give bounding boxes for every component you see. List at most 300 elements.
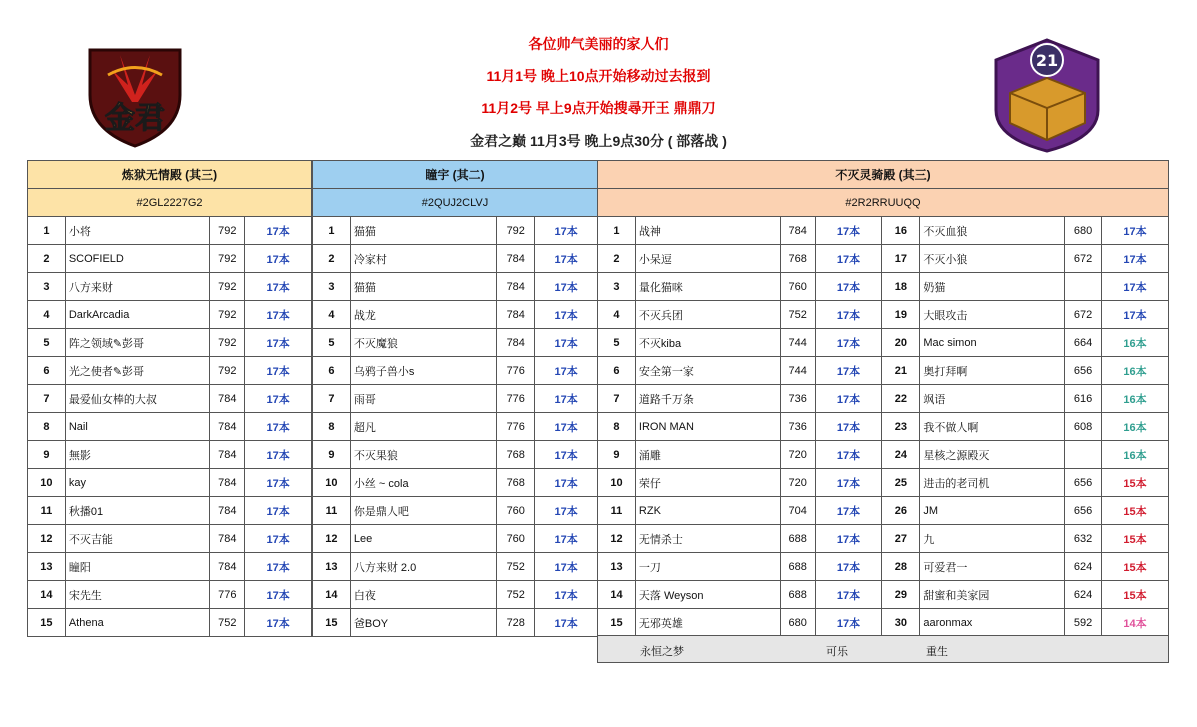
- member-name: Mac simon: [920, 329, 1065, 357]
- member-score: 656: [1065, 357, 1102, 385]
- member-score: 784: [210, 497, 245, 525]
- member-row: [598, 609, 1169, 637]
- member-rank: 10: [313, 469, 351, 497]
- member-row: [598, 469, 1169, 497]
- member-name: 无邪英雄: [635, 609, 780, 637]
- member-townhall: 17本: [815, 329, 882, 357]
- member-name: 小丝 ~ cola: [350, 469, 496, 497]
- member-townhall: 17本: [245, 525, 312, 553]
- member-score: 760: [497, 525, 535, 553]
- member-score: 656: [1065, 497, 1102, 525]
- member-townhall: 17本: [815, 497, 882, 525]
- member-score: 784: [780, 217, 815, 245]
- member-name: 道路千万条: [635, 385, 780, 413]
- member-townhall: 15本: [1102, 469, 1169, 497]
- member-rank: 21: [882, 357, 920, 385]
- member-score: 632: [1065, 525, 1102, 553]
- clan-table-3: [597, 160, 1169, 637]
- member-rank: 1: [598, 217, 636, 245]
- member-name: 冷家村: [350, 245, 496, 273]
- member-townhall: 17本: [245, 273, 312, 301]
- member-row: [28, 581, 312, 609]
- member-townhall: 17本: [1102, 273, 1169, 301]
- member-name: 一刀: [635, 553, 780, 581]
- member-score: 688: [780, 553, 815, 581]
- member-name: 九: [920, 525, 1065, 553]
- member-score: 704: [780, 497, 815, 525]
- member-rank: 13: [313, 553, 351, 581]
- member-row: [28, 469, 312, 497]
- member-rank: 15: [28, 609, 66, 637]
- member-name: 不灭小狼: [920, 245, 1065, 273]
- member-score: 792: [210, 357, 245, 385]
- clan-title: 炼狱无情殿 (其三): [28, 161, 312, 189]
- member-score: 680: [1065, 217, 1102, 245]
- member-row: [313, 245, 598, 273]
- member-townhall: 17本: [535, 469, 598, 497]
- member-rank: 6: [28, 357, 66, 385]
- member-score: 760: [780, 273, 815, 301]
- member-score: 776: [497, 357, 535, 385]
- member-row: [313, 273, 598, 301]
- member-rank: 2: [28, 245, 66, 273]
- member-score: 688: [780, 525, 815, 553]
- member-name: JM: [920, 497, 1065, 525]
- member-townhall: 17本: [535, 413, 598, 441]
- member-name: aaronmax: [920, 609, 1065, 637]
- member-rank: 9: [313, 441, 351, 469]
- member-townhall: 17本: [245, 385, 312, 413]
- member-score: 720: [780, 469, 815, 497]
- reserve-member-3: 重生: [926, 646, 948, 658]
- member-score: 608: [1065, 413, 1102, 441]
- member-score: 768: [497, 469, 535, 497]
- member-name: DarkArcadia: [65, 301, 210, 329]
- member-name: 小将: [65, 217, 210, 245]
- member-name: 無影: [65, 441, 210, 469]
- member-name: 不灭kiba: [635, 329, 780, 357]
- member-score: 760: [497, 497, 535, 525]
- member-townhall: 17本: [815, 525, 882, 553]
- member-townhall: 17本: [245, 553, 312, 581]
- member-score: 776: [497, 413, 535, 441]
- member-row: [598, 245, 1169, 273]
- member-rank: 9: [598, 441, 636, 469]
- member-townhall: 17本: [815, 581, 882, 609]
- member-townhall: 17本: [245, 413, 312, 441]
- member-score: 784: [210, 385, 245, 413]
- member-row: [313, 525, 598, 553]
- member-rank: 11: [598, 497, 636, 525]
- member-row: [598, 273, 1169, 301]
- member-rank: 17: [882, 245, 920, 273]
- member-rank: 28: [882, 553, 920, 581]
- member-row: [313, 497, 598, 525]
- member-row: [598, 217, 1169, 245]
- member-row: [313, 441, 598, 469]
- member-score: 752: [780, 301, 815, 329]
- member-rank: 6: [313, 357, 351, 385]
- member-townhall: 15本: [1102, 553, 1169, 581]
- member-score: 728: [497, 609, 535, 637]
- member-townhall: 17本: [815, 469, 882, 497]
- reserve-member-2: 可乐: [826, 646, 848, 658]
- clan-tag: #2R2RRUUQQ: [598, 189, 1169, 217]
- member-score: 664: [1065, 329, 1102, 357]
- member-townhall: 15本: [1102, 525, 1169, 553]
- member-name: 光之使者✎彭哥: [65, 357, 210, 385]
- member-name: 战神: [635, 217, 780, 245]
- member-name: 小呆逗: [635, 245, 780, 273]
- member-rank: 8: [313, 413, 351, 441]
- member-row: [28, 301, 312, 329]
- member-townhall: 16本: [1102, 329, 1169, 357]
- member-townhall: 17本: [815, 609, 882, 637]
- member-rank: 23: [882, 413, 920, 441]
- member-score: 616: [1065, 385, 1102, 413]
- member-townhall: 17本: [245, 581, 312, 609]
- clan-table-1: [27, 160, 312, 637]
- member-rank: 13: [598, 553, 636, 581]
- member-rank: 15: [598, 609, 636, 637]
- member-name: 甜蜜和美家园: [920, 581, 1065, 609]
- member-rank: 24: [882, 441, 920, 469]
- member-rank: 15: [313, 609, 351, 637]
- member-rank: 22: [882, 385, 920, 413]
- member-rank: 7: [313, 385, 351, 413]
- member-name: RZK: [635, 497, 780, 525]
- member-rank: 7: [28, 385, 66, 413]
- member-townhall: 16本: [1102, 441, 1169, 469]
- member-townhall: 17本: [1102, 245, 1169, 273]
- member-row: [598, 497, 1169, 525]
- member-rank: 13: [28, 553, 66, 581]
- member-row: [313, 581, 598, 609]
- member-row: [313, 385, 598, 413]
- member-score: 624: [1065, 581, 1102, 609]
- member-row: [598, 385, 1169, 413]
- member-townhall: 17本: [245, 217, 312, 245]
- member-name: 爸BOY: [350, 609, 496, 637]
- member-row: [598, 413, 1169, 441]
- member-townhall: 17本: [815, 553, 882, 581]
- member-score: 656: [1065, 469, 1102, 497]
- member-row: [598, 441, 1169, 469]
- member-townhall: 17本: [815, 217, 882, 245]
- member-name: 不灭吉能: [65, 525, 210, 553]
- member-score: 792: [210, 301, 245, 329]
- member-townhall: 17本: [535, 497, 598, 525]
- member-name: 猫猫: [350, 217, 496, 245]
- member-name: 进击的老司机: [920, 469, 1065, 497]
- member-rank: 18: [882, 273, 920, 301]
- member-townhall: 17本: [535, 301, 598, 329]
- member-townhall: 15本: [1102, 497, 1169, 525]
- member-townhall: 17本: [815, 385, 882, 413]
- member-score: 680: [780, 609, 815, 637]
- member-rank: 5: [28, 329, 66, 357]
- member-row: [28, 497, 312, 525]
- member-name: 不灭血狼: [920, 217, 1065, 245]
- clan-tag: #2QUJ2CLVJ: [313, 189, 598, 217]
- member-rank: 12: [28, 525, 66, 553]
- member-townhall: 14本: [1102, 609, 1169, 637]
- member-townhall: 17本: [535, 581, 598, 609]
- clan-title: 瞳宇 (其二): [313, 161, 598, 189]
- member-rank: 25: [882, 469, 920, 497]
- member-row: [28, 525, 312, 553]
- member-rank: 7: [598, 385, 636, 413]
- member-rank: 10: [598, 469, 636, 497]
- member-score: 784: [210, 441, 245, 469]
- member-score: 792: [210, 245, 245, 273]
- member-row: [598, 581, 1169, 609]
- member-row: [598, 357, 1169, 385]
- member-name: 大眼攻击: [920, 301, 1065, 329]
- member-rank: 4: [28, 301, 66, 329]
- member-row: [28, 385, 312, 413]
- member-score: 752: [210, 609, 245, 637]
- member-townhall: 17本: [815, 273, 882, 301]
- member-name: 雨哥: [350, 385, 496, 413]
- member-townhall: 17本: [245, 609, 312, 637]
- member-row: [313, 357, 598, 385]
- clan-table-2: [312, 160, 598, 637]
- member-name: 天落 Weyson: [635, 581, 780, 609]
- reserve-member-1: 永恒之梦: [640, 646, 684, 658]
- reserve-row: [597, 635, 1169, 663]
- member-row: [313, 301, 598, 329]
- member-score: 776: [497, 385, 535, 413]
- member-name: 不灭兵团: [635, 301, 780, 329]
- member-rank: 5: [313, 329, 351, 357]
- member-townhall: 17本: [535, 217, 598, 245]
- member-rank: 27: [882, 525, 920, 553]
- member-name: 量化猫咪: [635, 273, 780, 301]
- member-score: 792: [210, 273, 245, 301]
- member-row: [28, 217, 312, 245]
- member-score: 784: [210, 525, 245, 553]
- member-rank: 1: [28, 217, 66, 245]
- member-name: 飒语: [920, 385, 1065, 413]
- member-score: 592: [1065, 609, 1102, 637]
- member-rank: 19: [882, 301, 920, 329]
- member-row: [313, 217, 598, 245]
- member-name: 最爱仙女棒的大叔: [65, 385, 210, 413]
- member-rank: 3: [28, 273, 66, 301]
- member-score: 792: [210, 329, 245, 357]
- member-row: [28, 245, 312, 273]
- member-rank: 11: [313, 497, 351, 525]
- member-name: 无情杀士: [635, 525, 780, 553]
- member-townhall: 17本: [1102, 301, 1169, 329]
- member-score: 720: [780, 441, 815, 469]
- member-townhall: 16本: [1102, 357, 1169, 385]
- member-name: 安全第一家: [635, 357, 780, 385]
- member-score: 672: [1065, 245, 1102, 273]
- member-score: 752: [497, 581, 535, 609]
- member-score: 784: [497, 301, 535, 329]
- notice-line-4: 金君之巅 11月3号 晚上9点30分 ( 部落战 ): [470, 133, 727, 149]
- member-townhall: 17本: [815, 301, 882, 329]
- member-name: 奥打拜啊: [920, 357, 1065, 385]
- member-score: 752: [497, 553, 535, 581]
- member-score: 744: [780, 357, 815, 385]
- member-score: 776: [210, 581, 245, 609]
- member-name: 可爱君一: [920, 553, 1065, 581]
- member-name: 奶猫: [920, 273, 1065, 301]
- member-row: [28, 273, 312, 301]
- member-name: 八方来财: [65, 273, 210, 301]
- member-name: 荣仔: [635, 469, 780, 497]
- member-rank: 8: [598, 413, 636, 441]
- member-name: 不灭魔狼: [350, 329, 496, 357]
- member-townhall: 17本: [535, 525, 598, 553]
- member-rank: 6: [598, 357, 636, 385]
- clan-tag: #2GL2227G2: [28, 189, 312, 217]
- member-score: [1065, 273, 1102, 301]
- member-name: Nail: [65, 413, 210, 441]
- member-score: 784: [497, 329, 535, 357]
- member-score: 744: [780, 329, 815, 357]
- member-score: 672: [1065, 301, 1102, 329]
- member-row: [598, 553, 1169, 581]
- member-name: 我不做人啊: [920, 413, 1065, 441]
- member-row: [313, 413, 598, 441]
- member-row: [28, 553, 312, 581]
- notice-line-1: 各位帅气美丽的家人们: [528, 36, 669, 52]
- member-townhall: 17本: [535, 441, 598, 469]
- member-rank: 12: [313, 525, 351, 553]
- member-name: IRON MAN: [635, 413, 780, 441]
- member-row: [313, 609, 598, 637]
- member-name: 乌鸦子兽小s: [350, 357, 496, 385]
- member-name: 战龙: [350, 301, 496, 329]
- member-rank: 11: [28, 497, 66, 525]
- member-name: 超凡: [350, 413, 496, 441]
- member-rank: 14: [28, 581, 66, 609]
- member-rank: 3: [313, 273, 351, 301]
- member-townhall: 17本: [245, 497, 312, 525]
- member-rank: 20: [882, 329, 920, 357]
- member-townhall: 17本: [815, 245, 882, 273]
- member-townhall: 17本: [815, 357, 882, 385]
- member-row: [28, 329, 312, 357]
- member-rank: 3: [598, 273, 636, 301]
- member-row: [598, 329, 1169, 357]
- member-townhall: 17本: [535, 385, 598, 413]
- member-name: kay: [65, 469, 210, 497]
- member-townhall: 16本: [1102, 385, 1169, 413]
- member-score: 792: [210, 217, 245, 245]
- member-score: 736: [780, 385, 815, 413]
- member-name: 猫猫: [350, 273, 496, 301]
- member-score: 736: [780, 413, 815, 441]
- member-rank: 30: [882, 609, 920, 637]
- member-rank: 2: [598, 245, 636, 273]
- member-name: Lee: [350, 525, 496, 553]
- member-row: [28, 357, 312, 385]
- member-townhall: 17本: [815, 441, 882, 469]
- member-name: 你是鼎人吧: [350, 497, 496, 525]
- clan-logo-left: [80, 40, 190, 150]
- member-score: 768: [780, 245, 815, 273]
- member-name: 八方来财 2.0: [350, 553, 496, 581]
- member-townhall: 17本: [535, 357, 598, 385]
- member-townhall: 15本: [1102, 581, 1169, 609]
- member-rank: 26: [882, 497, 920, 525]
- member-townhall: 17本: [1102, 217, 1169, 245]
- member-rank: 4: [313, 301, 351, 329]
- member-rank: 10: [28, 469, 66, 497]
- member-rank: 1: [313, 217, 351, 245]
- clan-level-badge: [990, 38, 1105, 153]
- member-row: [28, 609, 312, 637]
- clan-title: 不灭灵骑殿 (其三): [598, 161, 1169, 189]
- member-townhall: 17本: [535, 609, 598, 637]
- member-name: 不灭果狼: [350, 441, 496, 469]
- member-rank: 9: [28, 441, 66, 469]
- member-townhall: 17本: [245, 301, 312, 329]
- member-score: 792: [497, 217, 535, 245]
- member-row: [598, 525, 1169, 553]
- member-rank: 12: [598, 525, 636, 553]
- member-name: SCOFIELD: [65, 245, 210, 273]
- member-score: 688: [780, 581, 815, 609]
- member-townhall: 17本: [535, 273, 598, 301]
- member-rank: 29: [882, 581, 920, 609]
- member-townhall: 17本: [245, 329, 312, 357]
- member-row: [28, 413, 312, 441]
- member-name: 宋先生: [65, 581, 210, 609]
- member-row: [598, 301, 1169, 329]
- member-townhall: 17本: [815, 413, 882, 441]
- member-score: 624: [1065, 553, 1102, 581]
- member-name: 阵之领域✎彭哥: [65, 329, 210, 357]
- member-rank: 4: [598, 301, 636, 329]
- member-townhall: 17本: [535, 329, 598, 357]
- member-name: 涌雕: [635, 441, 780, 469]
- member-rank: 2: [313, 245, 351, 273]
- member-score: 784: [497, 273, 535, 301]
- member-rank: 14: [313, 581, 351, 609]
- member-score: [1065, 441, 1102, 469]
- member-townhall: 17本: [245, 357, 312, 385]
- member-townhall: 17本: [535, 245, 598, 273]
- member-rank: 14: [598, 581, 636, 609]
- member-townhall: 16本: [1102, 413, 1169, 441]
- member-score: 784: [210, 469, 245, 497]
- member-townhall: 17本: [245, 469, 312, 497]
- member-row: [313, 329, 598, 357]
- member-townhall: 17本: [535, 553, 598, 581]
- member-score: 784: [497, 245, 535, 273]
- member-townhall: 17本: [245, 245, 312, 273]
- member-townhall: 17本: [245, 441, 312, 469]
- svg-text:21: 21: [1035, 51, 1059, 70]
- member-name: Athena: [65, 609, 210, 637]
- svg-text:金君: 金君: [105, 101, 165, 136]
- notice-line-2: 11月1号 晚上10点开始移动过去报到: [486, 68, 711, 84]
- member-name: 星核之源殿灭: [920, 441, 1065, 469]
- member-row: [313, 469, 598, 497]
- member-rank: 16: [882, 217, 920, 245]
- notice-line-3: 11月2号 早上9点开始搜尋开王 鼎鼎刀: [481, 100, 716, 116]
- member-row: [313, 553, 598, 581]
- member-row: [28, 441, 312, 469]
- member-rank: 5: [598, 329, 636, 357]
- member-score: 784: [210, 413, 245, 441]
